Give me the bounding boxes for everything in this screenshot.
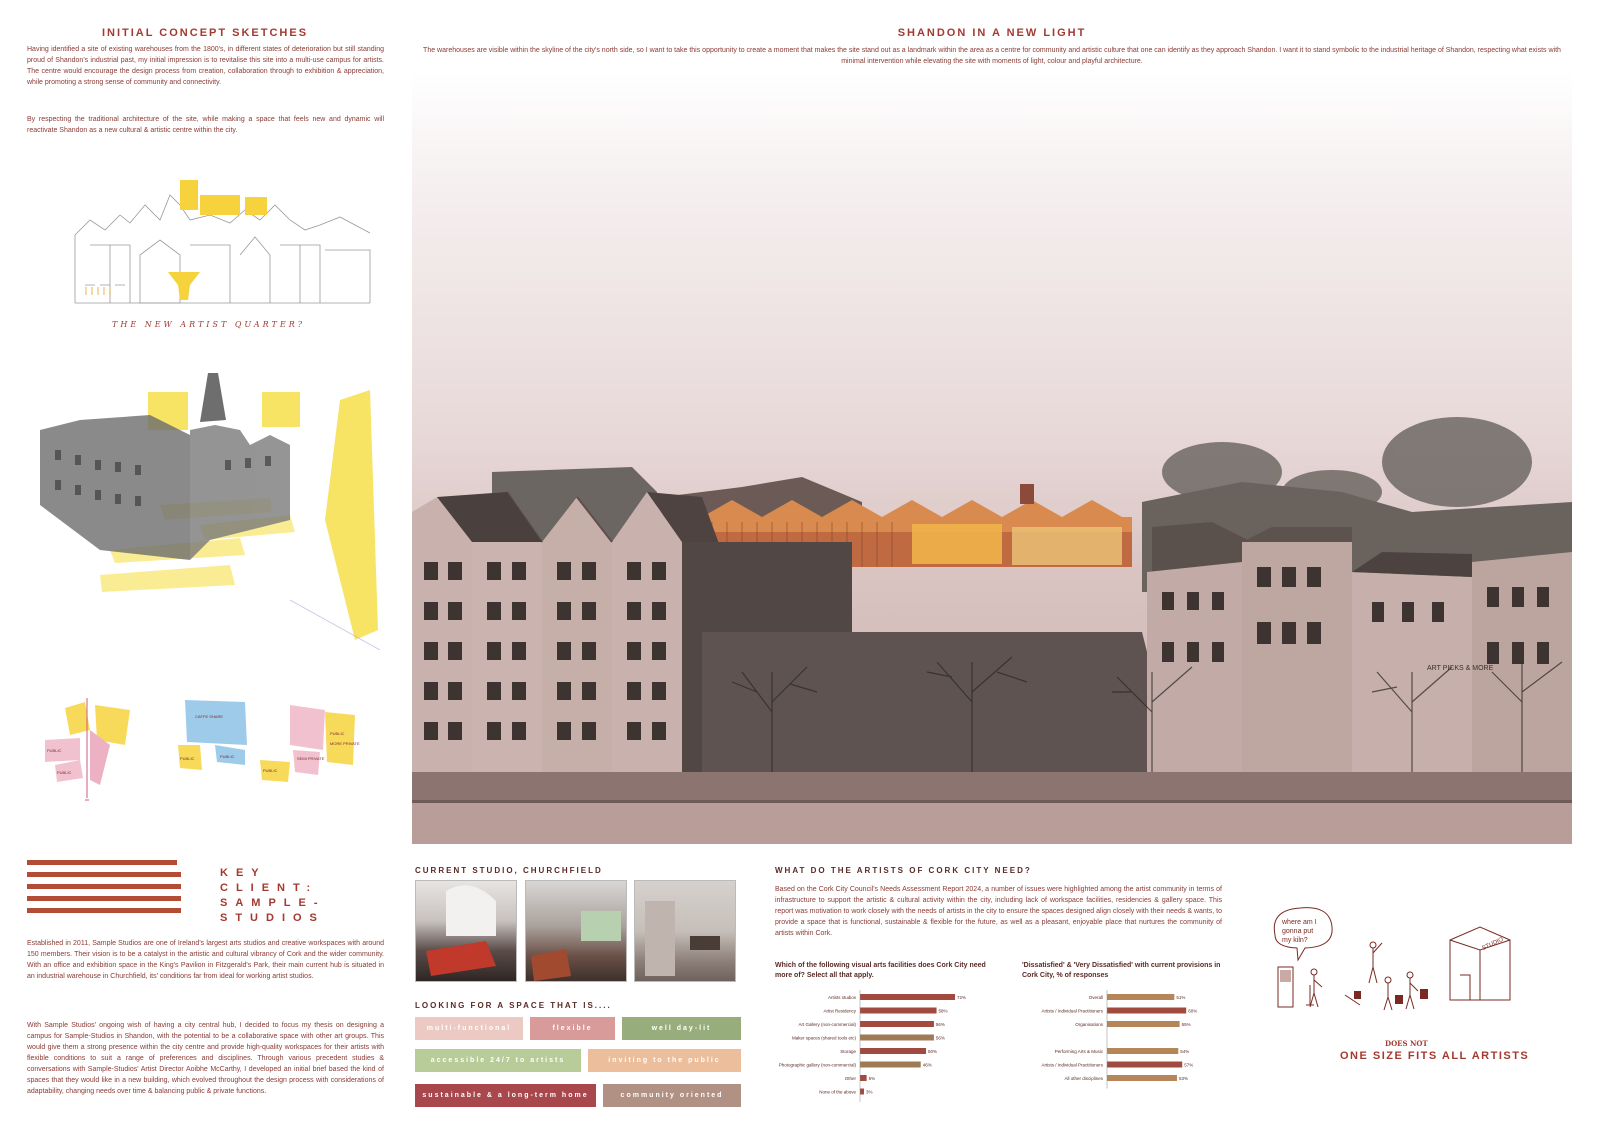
needs-title: WHAT DO THE ARTISTS OF CORK CITY NEED? [775, 866, 1032, 875]
chart1-value-label: 50% [928, 1049, 938, 1054]
chart1-category-label: Other [844, 1076, 856, 1081]
chart1-bar [860, 1048, 926, 1054]
chart1-bar [860, 1075, 867, 1081]
skyline-sketch [70, 175, 390, 310]
chart1-value-label: 5% [868, 1076, 876, 1081]
plan-label-8: MORE PRIVATE [330, 741, 360, 746]
tag-sustainable: sustainable & a long-term home [415, 1084, 596, 1107]
chart2-value-label: 55% [1181, 1022, 1191, 1027]
tag-accessible: accessible 24/7 to artists [415, 1049, 581, 1072]
looking-title: LOOKING FOR A SPACE THAT IS.... [415, 1001, 612, 1010]
plan-sketch [35, 690, 375, 805]
hero-photo [412, 72, 1572, 844]
client-title-line: SAMPLE- [220, 897, 326, 909]
does-not-annotation: DOES NOT [1385, 1039, 1428, 1048]
tagline: ONE SIZE FITS ALL ARTISTS [1340, 1050, 1530, 1062]
chart2-value-label: 57% [1184, 1062, 1194, 1068]
chart1-bar [860, 1062, 921, 1068]
sketches-intro-paragraph: Having identified a site of existing warehouses from the 1800's, in different states of deterioration but still standing proud of Shandon's industrial past, my initial impression is to revitalise this site into a multi-use campus for artists. The centre would encourage the design process from creation, collaboration through to exhibition & appreciation, while promoting a strong sense of community and connectivity. [27, 46, 384, 86]
chart1-title: Which of the following visual arts facilities does Cork City need more of? Select all that apply. [775, 962, 986, 979]
chart1-bar [860, 1008, 937, 1014]
handwritten-caption: THE NEW ARTIST QUARTER? [112, 320, 306, 329]
needs-paragraph: Based on the Cork City Council's Needs Assessment Report 2024, a number of issues were highlighted among the artist community in terms of infrastructure to support the artistic & cultural activity within the city, including lack of workspace facilities, residencies & gallery space. This report was motivation to work closely with the needs of artists in the city to ensure the spaces designed align closely with their needs & wants, to provide a space that is functional, sustainable & flexible for the future, as well as a pleasant, enjoyable place that nurtures the community of artists within Cork. [775, 886, 1222, 937]
chart2-value-label: 53% [1178, 1076, 1188, 1081]
chart2-category-label: Performing Arts & Music [1054, 1049, 1103, 1054]
hero-paragraph: The warehouses are visible within the skyline of the city's north side, so I want to take this opportunity to create a moment that makes the site stand out as a landmark within the area as a centre for community and artistic culture that one can identify as they approach Shandon. I want it to stand symbolic to the industrial heritage of Shandon, respecting what exists with minimal intervention while elevating the site with moments of light, colour and playful architecture. [423, 47, 1561, 65]
plan-label-9: PUBLIC [263, 768, 278, 773]
chart1-category-label: Photographic gallery (non-commercial) [778, 1062, 856, 1068]
chart2-category-label: Overall [1088, 995, 1103, 1000]
sketches-title: INITIAL CONCEPT SKETCHES [101, 27, 309, 39]
artists-sketch [1270, 905, 1530, 1025]
speech-bubble-text: where am I gonna put my kiln? [1282, 919, 1317, 944]
tag-well-day-lit: well day-lit [622, 1017, 741, 1040]
chart2-category-label: Artists / Individual Practitioners [1041, 1062, 1103, 1068]
plan-label-1: PUBLIC [47, 748, 62, 753]
plan-label-6: SEMI PRIVATE [297, 756, 325, 761]
chart1-value-label: 72% [957, 995, 967, 1000]
studio-title: CURRENT STUDIO, CHURCHFIELD [415, 866, 603, 875]
chart2-category-label: Organisations [1075, 1022, 1103, 1027]
client-title-line: KEY [220, 867, 267, 879]
chart1-bar [860, 994, 955, 1000]
chart1-category-label: None of the above [819, 1089, 856, 1095]
client-paragraph-2: With Sample Studios' ongoing wish of having a city central hub, I decided to focus my thesis on designing a campus for Sample-Studios in Shandon, with the potential to be a collaborative space with other art groups. This would give them a strong presence within the city centre and provide high-quality workspaces for their artists with flexible conditions to suit a range of preferences and disciplines. Through various precedent studies & conversations with Sample-Studios' Artist Director Aoibhe McCarthy, I developed an initial brief based the kind of spaces that they would like in a new building, which evolved throughout the design process with considerations of adaptability, changing needs over time & balancing public & private functions. [27, 1022, 384, 1095]
chart1-bar [860, 1089, 864, 1095]
chart1-bar [860, 1035, 934, 1041]
chart1-category-label: Artist Residency [823, 1008, 856, 1014]
chart1-value-label: 56% [935, 1035, 945, 1041]
chart2-value-label: 54% [1180, 1049, 1190, 1054]
chart2-category-label: Artists / Individual Practitioners [1041, 1008, 1103, 1014]
chart1-category-label: Artists studios [827, 995, 856, 1000]
studio-photo-1 [415, 880, 517, 982]
chart2-bar [1107, 1062, 1182, 1068]
sketches-second-paragraph: By respecting the traditional architecture of the site, while making a space that feels new and dynamic will reactivate Shandon as a new cultural & artistic centre within the city. [27, 116, 384, 134]
tag-inviting: inviting to the public [588, 1049, 741, 1072]
chart1-bar [860, 1021, 934, 1027]
shop-sign: ART PICKS & MORE [1427, 665, 1494, 672]
plan-label-4: PUBLIC [180, 756, 195, 761]
chart2-value-label: 51% [1176, 995, 1186, 1000]
chart1-value-label: 56% [935, 1022, 945, 1027]
chart2-bar [1107, 1008, 1186, 1014]
chart2-bar [1107, 994, 1174, 1000]
hero-title: SHANDON IN A NEW LIGHT [897, 27, 1087, 39]
plan-label-5: PUBLIC [220, 754, 235, 759]
studio-photo-2 [525, 880, 627, 982]
client-paragraph-1: Established in 2011, Sample Studios are one of Ireland's largest arts studios and creative workspaces with around 150 members. Their vision is to be a catalyst in the artistic and cultural vibrancy of Cork and the wider community. With an office and exhibition space in the King's Pavilion in Fitzgerald's Park, their main current hub is situated in an industrial warehouse in Churchfield, its' conditions far from ideal for working artist studios. [27, 940, 384, 980]
plan-label-2: PUBLIC [57, 770, 72, 775]
chart1-category-label: Storage [840, 1049, 856, 1054]
client-title-line: CLIENT: [220, 882, 319, 894]
chart2-category-label: All other disciplines [1064, 1076, 1103, 1081]
tag-flexible: flexible [530, 1017, 615, 1040]
studio-box-label: STUDIO [1481, 936, 1505, 952]
plan-label-3: CAFFE SHARE [195, 714, 224, 719]
chart1-value-label: 3% [865, 1089, 873, 1095]
client-title [220, 866, 326, 926]
chart2-title: 'Dissatisfied' & 'Very Dissatisfied' with current provisions in Cork City, % of responses [1022, 962, 1221, 979]
tag-community: community oriented [603, 1084, 741, 1107]
tag-multi-functional: multi-functional [415, 1017, 523, 1040]
chart1-value-label: 58% [938, 1008, 948, 1014]
chart2-bar [1107, 1075, 1177, 1081]
client-title-line: STUDIOS [220, 912, 325, 924]
client-stripes-graphic [27, 860, 181, 920]
studio-photo-3 [634, 880, 736, 982]
chart1-value-label: 46% [922, 1062, 932, 1068]
chart2-bar [1107, 1021, 1180, 1027]
chart-facilities-needed [775, 988, 990, 1103]
chart-dissatisfaction [1022, 988, 1237, 1103]
warehouse-sketch [40, 370, 385, 650]
chart1-category-label: Maker spaces (shared tools etc) [791, 1035, 856, 1041]
plan-label-7: PUBLIC [330, 731, 345, 736]
chart2-value-label: 60% [1188, 1008, 1198, 1014]
chart1-category-label: Art Gallery (non-commercial) [798, 1022, 856, 1027]
chart2-bar [1107, 1048, 1178, 1054]
